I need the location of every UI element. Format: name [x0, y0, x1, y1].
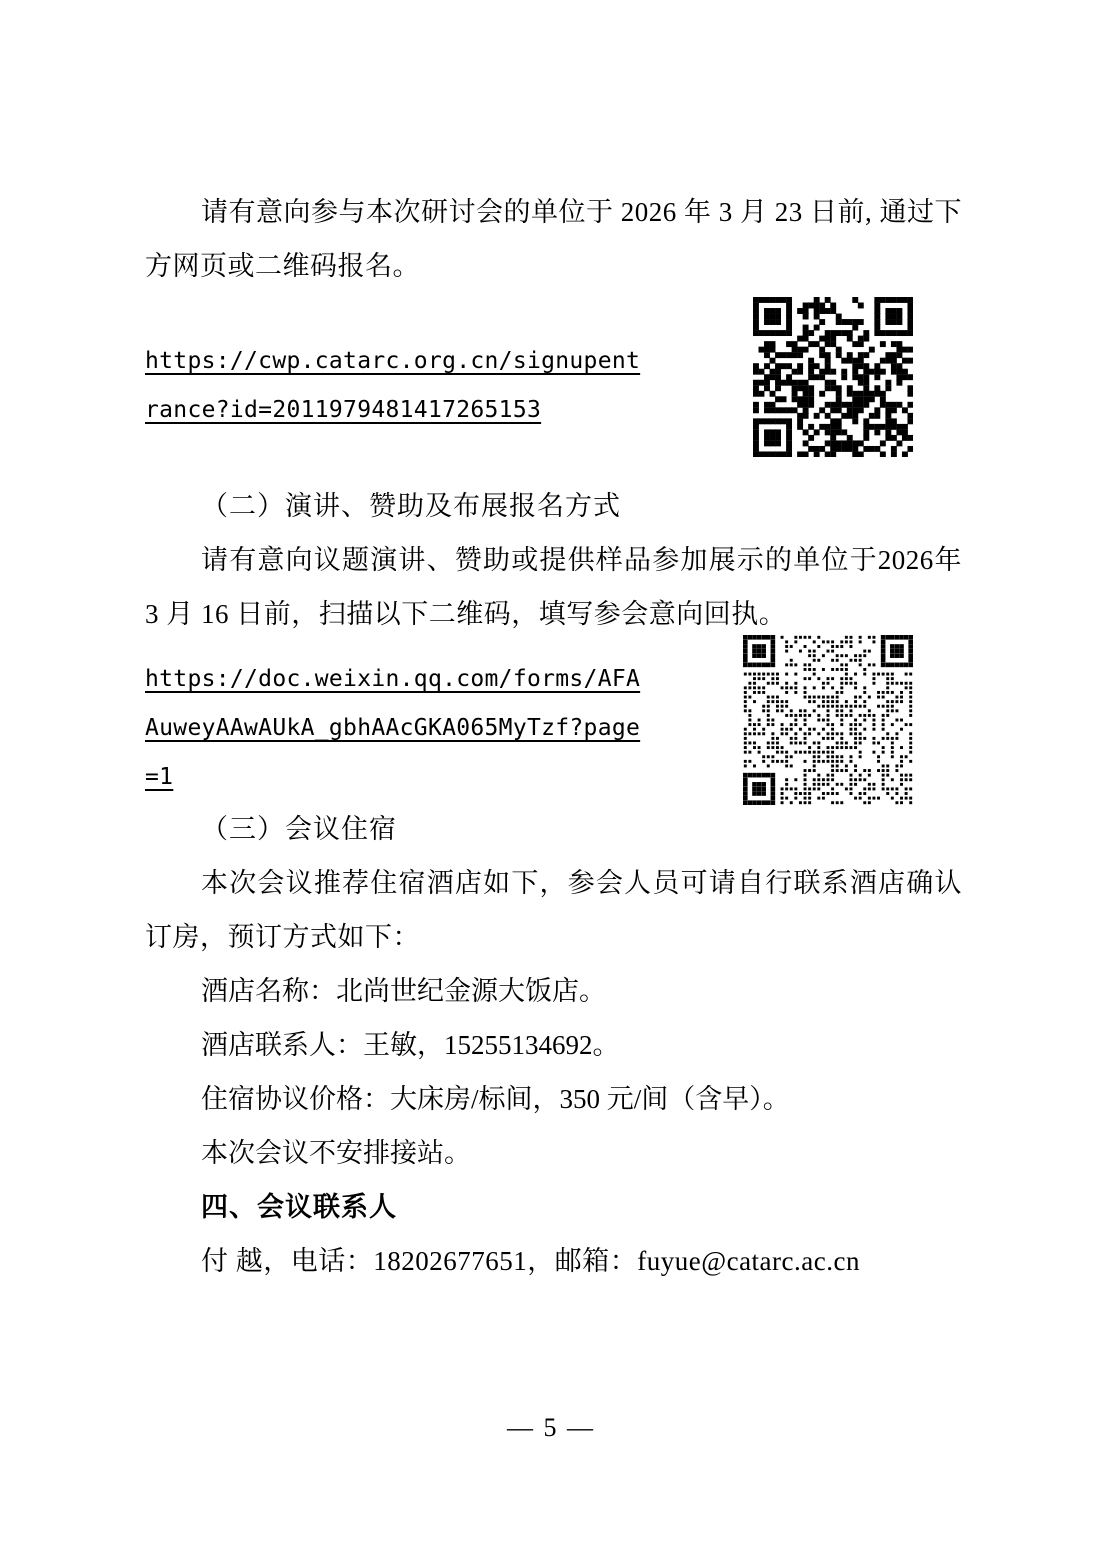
hotel-name-line: 酒店名称：北尚世纪金源大饭店。: [201, 976, 606, 1006]
signup-qr-code[interactable]: [753, 297, 913, 457]
hotel-shuttle-line: 本次会议不安排接站。: [201, 1138, 471, 1168]
form-url-line-3[interactable]: =1: [145, 764, 174, 790]
signup-link-row: [145, 337, 962, 435]
signup-notice-paragraph: 请有意向参与本次研讨会的单位于 2026 年 3 月 23 日前, 通过下方网页或二维码报名。: [145, 197, 962, 281]
section-three-heading: （三）会议住宿: [201, 814, 397, 844]
page-number: — 5 —: [507, 1413, 595, 1442]
section-four-heading: 四、会议联系人: [201, 1192, 397, 1222]
signup-url-line-2[interactable]: rance?id=2011979481417265153: [145, 397, 542, 423]
signup-url-line-1[interactable]: https://cwp.catarc.org.cn/signupent: [145, 348, 641, 374]
form-url[interactable]: [145, 655, 705, 802]
section-two-heading: （二）演讲、赞助及布展报名方式: [201, 491, 621, 521]
hotel-contact-line: 酒店联系人：王敏，15255134692。: [201, 1030, 620, 1060]
signup-url[interactable]: [145, 337, 705, 435]
form-qr-code[interactable]: [743, 635, 913, 805]
form-link-row: [145, 655, 962, 802]
section-two-body: 请有意向议题演讲、赞助或提供样品参加展示的单位于2026年 3 月 16 日前，扫描以下二维码，填写参会意向回执。: [145, 545, 962, 629]
form-url-line-1[interactable]: https://doc.weixin.qq.com/forms/AFA: [145, 666, 641, 692]
hotel-price-line: 住宿协议价格：大床房/标间，350 元/间（含早）。: [201, 1084, 790, 1114]
section-three-body: 本次会议推荐住宿酒店如下，参会人员可请自行联系酒店确认订房，预订方式如下：: [145, 868, 962, 952]
form-url-line-2[interactable]: AuweyAAwAUkA_gbhAAcGKA065MyTzf?page: [145, 715, 641, 741]
contact-person-line: 付 越，电话：18202677651，邮箱：fuyue@catarc.ac.cn: [201, 1246, 860, 1276]
